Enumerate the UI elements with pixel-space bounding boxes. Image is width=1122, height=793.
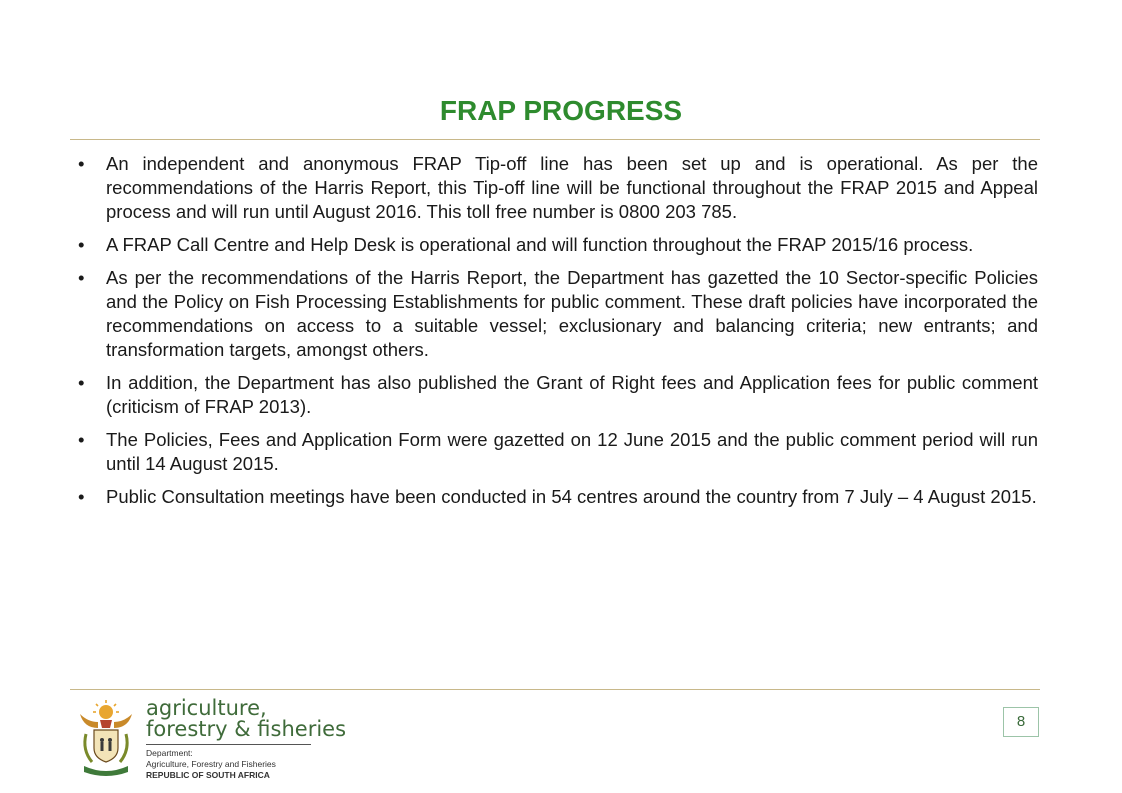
logo-divider [146,744,311,745]
logo-wordmark [146,696,347,781]
dept-name: Agriculture, Forestry and Fisheries [146,759,276,769]
page-number: 8 [1003,707,1039,737]
bullet-item [78,152,1038,224]
bullet-item [78,233,1038,257]
bullet-text: A FRAP Call Centre and Help Desk is operational and will function throughout the FRAP 2015/16 process. [106,234,974,255]
bullet-marker: • [78,429,85,450]
country-name: REPUBLIC OF SOUTH AFRICA [146,770,270,780]
bullet-text: The Policies, Fees and Application Form were gazetted on 12 June 2015 and the public comment period will run until 14 August 2015. [106,429,1038,474]
bullet-item [78,266,1038,362]
logo-line-agriculture: agriculture, [146,696,267,720]
slide-title: FRAP PROGRESS [439,95,683,126]
bullet-marker: • [78,234,85,255]
bullet-list [78,152,1038,518]
bullet-item [78,485,1038,509]
bullet-marker: • [78,153,85,174]
bullet-text: Public Consultation meetings have been conducted in 54 centres around the country from 7 July – 4 August 2015. [106,486,1037,507]
coat-of-arms-icon [74,698,138,780]
title-divider [70,139,1040,140]
bullet-marker: • [78,486,85,507]
bullet-text: As per the recommendations of the Harris Report, the Department has gazetted the 10 Sector-specific Policies and the Policy on Fish Processing Establishments for public comment. These draft policies have incorporated the recommendations on access to a suitable vessel; exclusionary and balancing criteria; new entrants; and transformation targets, amongst others. [106,267,1038,360]
bullet-text: In addition, the Department has also published the Grant of Right fees and Application fees for public comment (criticism of FRAP 2013). [106,372,1038,417]
bullet-item [78,371,1038,419]
department-logo [74,696,347,780]
bullet-marker: • [78,267,85,288]
logo-line-forestry: forestry & fisheries [146,717,347,741]
bullet-item [78,428,1038,476]
footer-divider [70,689,1040,690]
bullet-text: An independent and anonymous FRAP Tip-off line has been set up and is operational. As per the recommendations of the Harris Report, this Tip-off line will be functional throughout the FRAP 2015 and Appeal process and will run until August 2016. This toll free number is 0800 203 785. [106,153,1038,222]
dept-label: Department: [146,748,193,758]
bullet-marker: • [78,372,85,393]
